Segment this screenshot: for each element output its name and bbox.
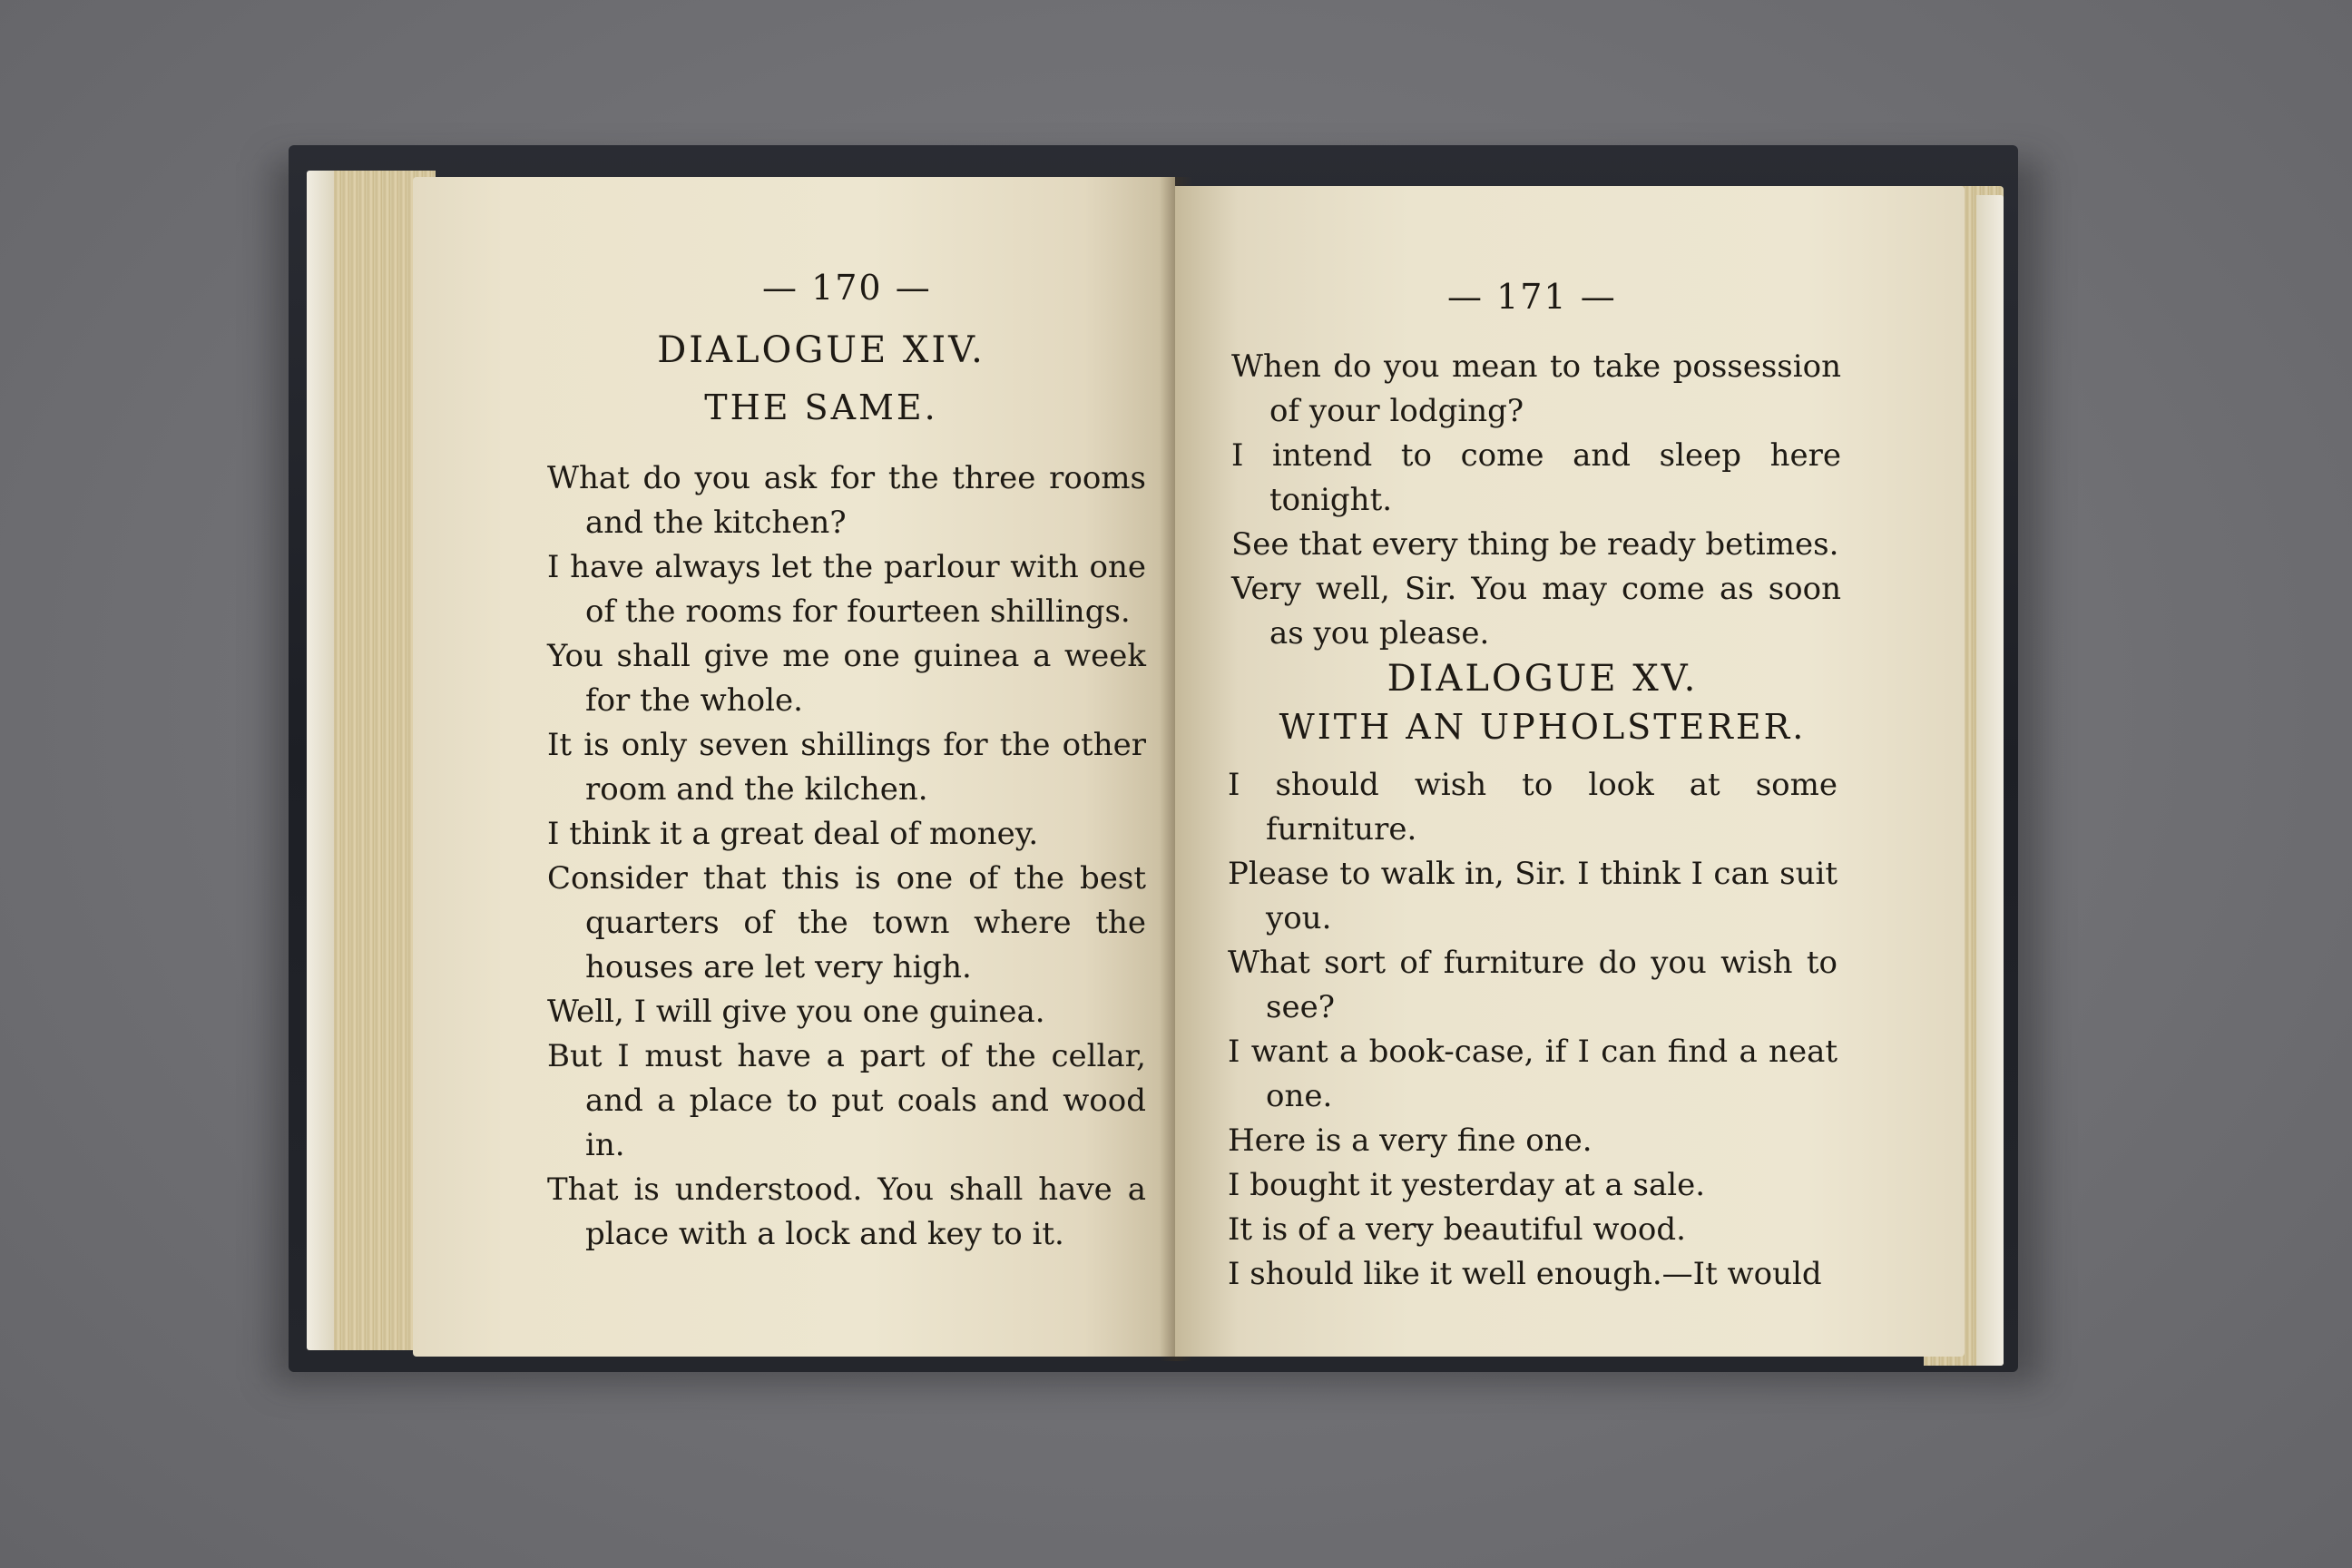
- endpaper-left: [307, 171, 334, 1350]
- dialogue-subheading-the-same: THE SAME.: [704, 387, 938, 427]
- dialogue-line: What do you ask for the three rooms and the kitchen?: [547, 460, 1146, 541]
- dialogue-line: See that every thing be ready betimes.: [1231, 526, 1839, 563]
- dialogue-line: I think it a great deal of money.: [547, 816, 1039, 852]
- dialogue-line: I intend to come and sleep here tonight.: [1231, 437, 1841, 518]
- dialogue-subheading-upholsterer: WITH AN UPHOLSTERER.: [1279, 707, 1807, 747]
- dialogue-heading-xv: DIALOGUE XV.: [1387, 658, 1699, 700]
- dialogue-line: When do you mean to take possession of your lodging?: [1231, 348, 1841, 429]
- page-number-right: — 171 —: [1447, 277, 1617, 317]
- dialogue-line: What sort of furniture do you wish to see?: [1228, 945, 1838, 1025]
- dialogue-line: It is of a very beautiful wood.: [1228, 1211, 1686, 1248]
- left-page: [413, 177, 1175, 1357]
- dialogue-line: Consider that this is one of the best quarters of the town where the houses are let very high.: [547, 860, 1146, 985]
- dialogue-line: You shall give me one guinea a week for the whole.: [547, 638, 1146, 719]
- right-page: [1175, 186, 1965, 1357]
- right-page-dialogue-continued: [1231, 345, 1841, 656]
- dialogue-line: I should like it well enough.—It would: [1228, 1256, 1822, 1292]
- dialogue-line: It is only seven shillings for the other room and the kilchen.: [547, 727, 1146, 808]
- dialogue-line: I have always let the parlour with one of the rooms for fourteen shillings.: [547, 549, 1146, 630]
- endpaper-right: [1976, 195, 2004, 1366]
- dialogue-heading-xiv: DIALOGUE XIV.: [657, 329, 985, 371]
- right-page-dialogue-upholsterer: [1228, 763, 1838, 1297]
- dialogue-line: I should wish to look at some furniture.: [1228, 767, 1838, 848]
- dialogue-line: I bought it yesterday at a sale.: [1228, 1167, 1706, 1203]
- left-page-dialogue: [547, 456, 1146, 1257]
- dialogue-line: Well, I will give you one guinea.: [547, 994, 1045, 1030]
- dialogue-line: That is understood. You shall have a place with a lock and key to it.: [547, 1171, 1146, 1252]
- dialogue-line: But I must have a part of the cellar, and a place to put coals and wood in.: [547, 1038, 1146, 1163]
- page-number-left: — 170 —: [762, 268, 932, 308]
- dialogue-line: Very well, Sir. You may come as soon as you please.: [1231, 571, 1841, 652]
- dialogue-line: I want a book-case, if I can find a neat one.: [1228, 1034, 1838, 1114]
- dialogue-line: Please to walk in, Sir. I think I can suit you.: [1228, 856, 1838, 936]
- dialogue-line: Here is a very fine one.: [1228, 1122, 1592, 1159]
